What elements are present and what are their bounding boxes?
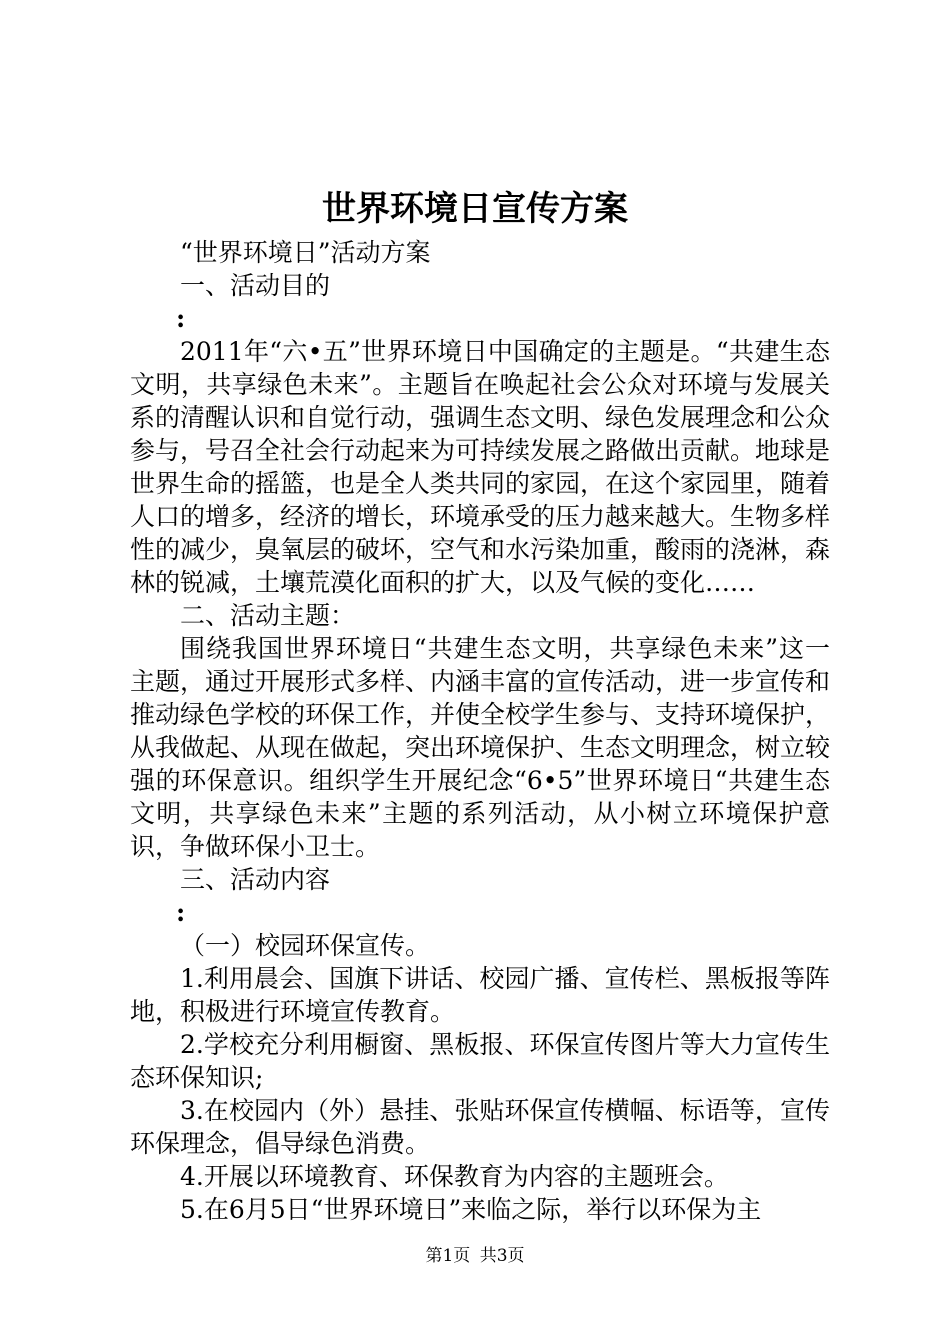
list-item: 4.开展以环境教育、环保教育为内容的主题班会。 xyxy=(180,1162,729,1191)
subsection-heading: （一）校园环保宣传。 xyxy=(180,931,431,960)
list-item: 3.在校园内（外）悬挂、张贴环保宣传横幅、标语等，宣传环保理念，倡导绿色消费。 xyxy=(130,1096,830,1158)
document-title: 世界环境日宣传方案 xyxy=(322,189,628,229)
section-heading-content: 三、活动内容 xyxy=(180,865,331,894)
list-item: 2.学校充分利用橱窗、黑板报、环保宣传图片等大力宣传生态环保知识; xyxy=(130,1030,830,1092)
page-total: 共3页 xyxy=(479,1246,525,1266)
page-footer xyxy=(0,1244,950,1268)
paragraph-theme: 围绕我国世界环境日“共建生态文明，共享绿色未来”这一主题，通过开展形式多样、内涵丰富的宣传活动，进一步宣传和推动绿色学校的环保工作，并使全校学生参与、支持环境保护，从我做起、从现在做起，突出环境保护、生态文明理念，树立较强的环保意识。组织学生开展纪念“6•5”世界环境日“共建生态文明，共享绿色未来”主题的系列活动，从小树立环境保护意识，争做环保小卫士。 xyxy=(130,634,831,861)
section-heading-purpose: 一、活动目的 xyxy=(180,271,331,300)
document-body xyxy=(130,236,830,1226)
paragraph-purpose: 2011年“六•五”世界环境日中国确定的主题是。“共建生态文明，共享绿色未来”。主题旨在唤起社会公众对环境与发展关系的清醒认识和自觉行动，强调生态文明、绿色发展理念和公众参与，号召全社会行动起来为可持续发展之路做出贡献。地球是世界生命的摇篮，也是全人类共同的家园，在这个家园里，随着人口的增多，经济的增长，环境承受的压力越来越大。生物多样性的减少，臭氧层的破坏，空气和水污染加重，酸雨的浇淋，森林的锐减，土壤荒漠化面积的扩大，以及气候的变化…… xyxy=(130,337,831,597)
section-heading-theme: 二、活动主题： xyxy=(180,601,356,630)
colon-line: : xyxy=(176,898,186,927)
page-number: 第1页 xyxy=(425,1246,471,1266)
colon-line: : xyxy=(176,304,186,333)
list-item: 5.在6月5日“世界环境日”来临之际，举行以环保为主 xyxy=(180,1195,762,1224)
paragraph-subtitle: “世界环境日”活动方案 xyxy=(180,238,431,267)
list-item: 1.利用晨会、国旗下讲话、校园广播、宣传栏、黑板报等阵地，积极进行环境宣传教育。 xyxy=(130,964,830,1026)
